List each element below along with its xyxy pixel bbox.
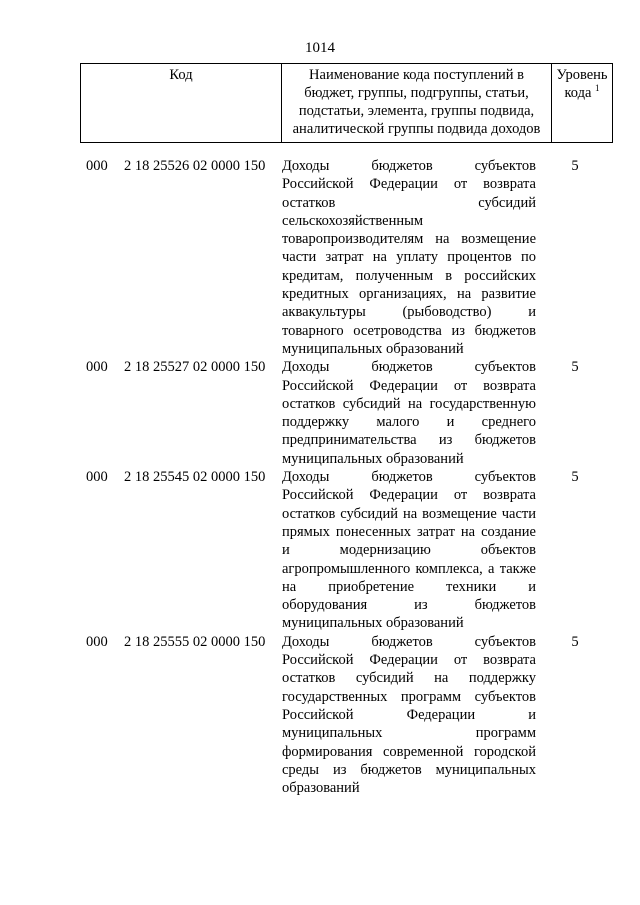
description-line: кредитам, полученным в российских: [282, 267, 536, 284]
description-line: формирования современной городской: [282, 743, 536, 760]
description-line: поддержку малого и среднего: [282, 414, 536, 431]
revenue-code: 2 18 25545 02 0000 150: [124, 469, 266, 486]
description-line: муниципальных программ: [282, 725, 536, 742]
code-level: 5: [571, 469, 579, 486]
admin-code: 000: [86, 469, 108, 486]
description-line: остатков субсидий на государственную: [282, 395, 536, 412]
revenue-description: [282, 358, 536, 468]
description-line: Российской Федерации от возврата: [282, 652, 536, 669]
revenue-code: 2 18 25555 02 0000 150: [124, 633, 266, 650]
revenue-description: [282, 633, 536, 798]
description-line: Доходы бюджетов субъектов: [282, 158, 536, 174]
header-level: [552, 64, 613, 143]
revenue-code: 2 18 25527 02 0000 150: [124, 359, 266, 376]
description-line: Российской Федерации и: [282, 706, 536, 723]
description-line: Российской Федерации от возврата: [282, 377, 536, 394]
description-line: образований: [282, 780, 360, 797]
description-line: сельскохозяйственным: [282, 212, 424, 229]
description-line: оборудования из бюджетов: [282, 597, 536, 614]
description-line: прямых понесенных затрат на создание: [282, 523, 536, 540]
description-line: Доходы бюджетов субъектов: [282, 359, 536, 376]
header-code: Код: [81, 64, 282, 143]
table-body: [0, 157, 640, 797]
description-line: остатков субсидий на возмещение части: [282, 505, 536, 522]
description-line: и модернизацию объектов: [282, 542, 536, 559]
code-level: 5: [571, 158, 579, 174]
description-line: Доходы бюджетов субъектов: [282, 469, 536, 486]
revenue-code: 2 18 25526 02 0000 150: [124, 158, 266, 174]
header-level-footnote: 1: [595, 83, 600, 94]
description-line: части затрат на уплату процентов по: [282, 249, 536, 266]
admin-code: 000: [86, 158, 108, 174]
admin-code: 000: [86, 633, 108, 650]
header-name: Наименование кода поступлений в бюджет, группы, подгруппы, статьи, подстатьи, элемента, группы подвида, аналитической группы подвида доходов: [282, 64, 552, 143]
code-level: 5: [571, 359, 579, 376]
revenue-description: [282, 157, 536, 358]
description-line: муниципальных образований: [282, 615, 464, 632]
description-line: государственных программ субъектов: [282, 688, 536, 705]
description-line: на приобретение техники и: [282, 578, 536, 595]
revenue-description: [282, 468, 536, 633]
description-line: среды из бюджетов муниципальных: [282, 761, 536, 778]
admin-code: 000: [86, 359, 108, 376]
header-level-word2: кода: [564, 85, 592, 101]
page-number: 1014: [305, 40, 335, 56]
table-row: [0, 633, 640, 798]
header-level-word: Уровень: [556, 67, 608, 83]
description-line: муниципальных образований: [282, 340, 464, 357]
description-line: предпринимательства из бюджетов: [282, 432, 536, 449]
description-line: товаропроизводителям на возмещение: [282, 231, 536, 248]
description-line: Российской Федерации от возврата: [282, 487, 536, 504]
code-level: 5: [571, 633, 579, 650]
description-line: остатков субсидий на поддержку: [282, 670, 536, 687]
description-line: агропромышленного комплекса, а также: [282, 560, 536, 577]
table-row: [0, 358, 640, 468]
description-line: аквакультуры (рыбоводство) и: [282, 304, 536, 321]
description-line: муниципальных образований: [282, 450, 464, 467]
description-line: товарного осетроводства из бюджетов: [282, 322, 536, 339]
table-header: [80, 63, 613, 143]
description-line: Доходы бюджетов субъектов: [282, 633, 536, 650]
description-line: Российской Федерации от возврата: [282, 176, 536, 193]
table-row: [0, 157, 640, 358]
description-line: кредитных организациях, на развитие: [282, 286, 536, 303]
table-row: [0, 468, 640, 633]
description-line: остатков субсидий: [282, 194, 536, 211]
